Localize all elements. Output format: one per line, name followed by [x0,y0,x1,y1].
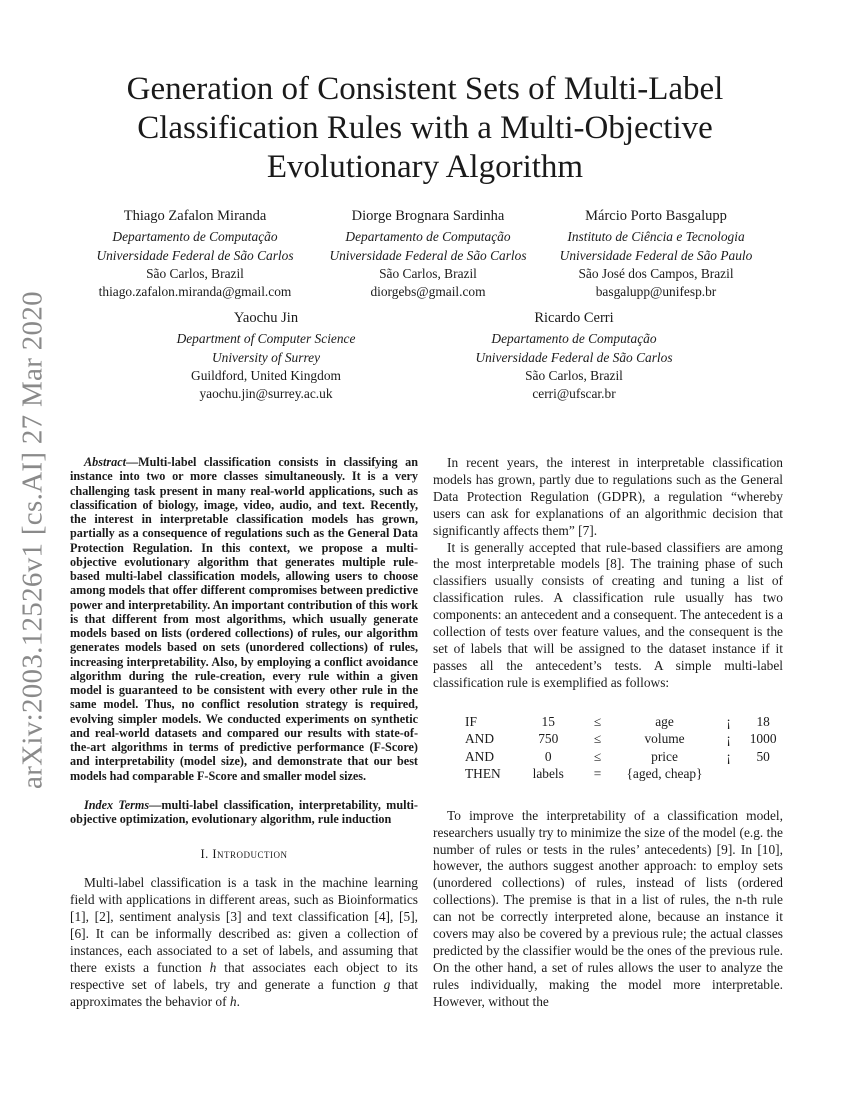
author-block-1 [85,207,305,301]
rule-cell: 18 [756,713,770,729]
title-line-3: Evolutionary Algorithm [266,149,584,185]
rule-cell: ≤ [593,748,602,764]
rule-cell: = [593,766,602,782]
rule-row [465,749,783,767]
rule-cell: age [655,713,674,729]
index-terms [70,798,418,827]
section-heading-introduction: I. Introduction [200,847,288,862]
author-email: yaochu.jin@surrey.ac.uk [199,386,333,402]
rule-cell: 0 [544,748,552,764]
author-city: São Carlos, Brazil [146,265,244,281]
rule-example-table [465,714,783,784]
author-block-2 [318,207,538,301]
intro-text-a: Multi-label classification is a task in the machine learning field with applications in different areas, such as Bioinformatics [1], [2], sentiment analysis [3] and text classification [4], [5], [6]. It can be informally described as: given a collection of instances, each associated to a set of labels, and assuming that there exists a function [70,875,418,975]
paper-title [95,70,755,187]
rule-cell: 15 [541,713,555,729]
rule-cell: ¡ [726,713,731,729]
author-block-5 [464,309,684,403]
rule-cell: 50 [756,748,770,764]
math-g: g [383,976,391,992]
rule-row [465,766,783,784]
abstract [70,455,418,783]
author-institution: Universidade Federal de São Carlos [96,247,294,263]
rule-row [465,731,783,749]
author-institution: Universidade Federal de São Carlos [329,247,527,263]
rule-cell: IF [465,713,477,729]
intro-text-d: . [236,993,240,1009]
rule-row [465,714,783,732]
intro-paragraph-1 [70,875,418,1010]
author-city: São Carlos, Brazil [379,265,477,281]
index-terms-label: Index Terms [84,797,150,812]
author-department: Departamento de Computação [345,229,511,245]
author-name: Diorge Brognara Sardinha [351,208,505,224]
rule-cell: 1000 [749,731,777,747]
rule-cell: ≤ [593,731,602,747]
author-name: Thiago Zafalon Miranda [123,208,267,224]
author-department: Departamento de Computação [112,229,278,245]
paragraph-rule-based: It is generally accepted that rule-based classifiers are among the most interpretable models [8]. The training phase of such classifiers usually consists of creating and tuning a list of classification rules. A classification rule usually has two components: an antecedent and a consequent. The antecedent is a collection of tests over feature values, and the consequent is the set of labels that will be assigned to the dataset instance if it passes all the antecedent’s tests. A simple multi-label classification rule is exemplified as follows: [433,539,784,690]
right-column [433,455,783,1011]
index-terms-text: —multi-label classification, interpretability, multi-objective optimization, evolutionary algorithm, rule induction [70,797,418,826]
math-h: h [209,959,217,975]
rule-cell: ¡ [726,731,731,747]
title-line-1: Generation of Consistent Sets of Multi-Label [126,71,724,107]
rule-cell: ≤ [593,713,602,729]
intro-text-b: that associates each object to its respective set of labels, try and generate a function [70,959,418,992]
author-city: São Carlos, Brazil [525,367,623,383]
author-name: Márcio Porto Basgalupp [585,208,727,224]
author-email: thiago.zafalon.miranda@gmail.com [98,284,292,300]
rule-cell: THEN [465,766,501,782]
rule-cell [743,766,783,784]
rule-cell: ¡ [726,748,731,764]
rule-cell: {aged, cheap} [626,766,703,782]
author-block-3 [546,207,766,301]
author-institution: Universidade Federal de São Paulo [559,247,753,263]
title-line-2: Classification Rules with a Multi-Objective [137,110,713,146]
author-institution: University of Surrey [211,349,321,365]
author-name: Yaochu Jin [233,310,299,326]
author-department: Department of Computer Science [176,331,356,347]
rule-cell: 750 [538,731,559,747]
abstract-label: Abstract [84,455,126,469]
author-city: Guildford, United Kingdom [191,367,341,383]
left-column [70,455,418,1010]
rule-cell [714,766,743,784]
rule-cell: AND [465,748,495,764]
abstract-text: —Multi-label classification consists in classifying an instance into two or more classes simultaneously. It is a very challenging task present in many real-world applications, such as classification of biology, image, video, audio, and text. Recently, the interest in interpretable classification models has grown, partially as a consequence of regulations such as the General Data Protection Regulation. In this context, we propose a multi-objective evolutionary algorithm that generates multiple rule-based multi-label classification models, allowing users to choose among models that offer different compromises between predictive power and interpretability. An important contribution of this work is that different from most algorithms, which usually generate models based on lists (ordered collections) of rules, our algorithm generates models based on sets (unordered collections) of rules, increasing interpretability. Also, by employing a conflict avoidance algorithm during the rule-creation, every rule within a given model is guaranteed to be consistent with every other rule in the same model. Thus, no conflict resolution strategy is required, evolving simpler models. We conducted experiments on synthetic and real-world datasets and compared our results with state-of-the-art algorithms in terms of predictive performance (F-Score) and interpretability (model size), and demonstrate that our best models had comparable F-Score and smaller model sizes. [70,455,418,783]
intro-text-c: that approximates the behavior of [70,976,418,1009]
rule-cell: AND [465,731,495,747]
author-block-4 [156,309,376,403]
author-email: diorgebs@gmail.com [370,284,486,300]
arxiv-sidebar-stamp [8,291,58,789]
author-city: São José dos Campos, Brazil [578,265,734,281]
paragraph-rule-sets: To improve the interpretability of a classification model, researchers usually try to minimize the size of the model (e.g. the number of rules or tests in the rules’ antecedents) [9]. In [10], however, the authors suggest another approach: to employ sets (unordered collections) of rules, instead of lists (ordered collections). The premise is that in a list of rules, the n-th rule can not be correctly interpreted alone, because an instance it covers may also be covered by a previous rule; the actual classes predicted by the classifier would be the ones of the previous rule. On the other hand, a set of rules allows the user to analyze the rules individually, making the model more interpretable. However, without the [433,807,783,1009]
arxiv-identifier: arXiv:2003.12526v1 [cs.AI] 27 Mar 2020 [16,291,49,789]
author-name: Ricardo Cerri [534,310,614,326]
paragraph-interpretability: In recent years, the interest in interpretable classification models has grown, partly due to regulations such as the General Data Protection Regulation (GDPR), a regulation “whereby users can ask for explanations of an algorithmic decision that significantly affects them” [7]. [433,455,783,538]
author-department: Instituto de Ciência e Tecnologia [567,229,745,245]
author-email: cerri@ufscar.br [532,386,616,402]
author-email: basgalupp@unifesp.br [595,284,717,300]
rule-cell: labels [532,766,564,782]
rule-cell: price [651,748,678,764]
author-institution: Universidade Federal de São Carlos [475,349,673,365]
author-department: Departamento de Computação [491,331,657,347]
rule-cell: volume [644,731,685,747]
math-h: h [229,993,237,1009]
